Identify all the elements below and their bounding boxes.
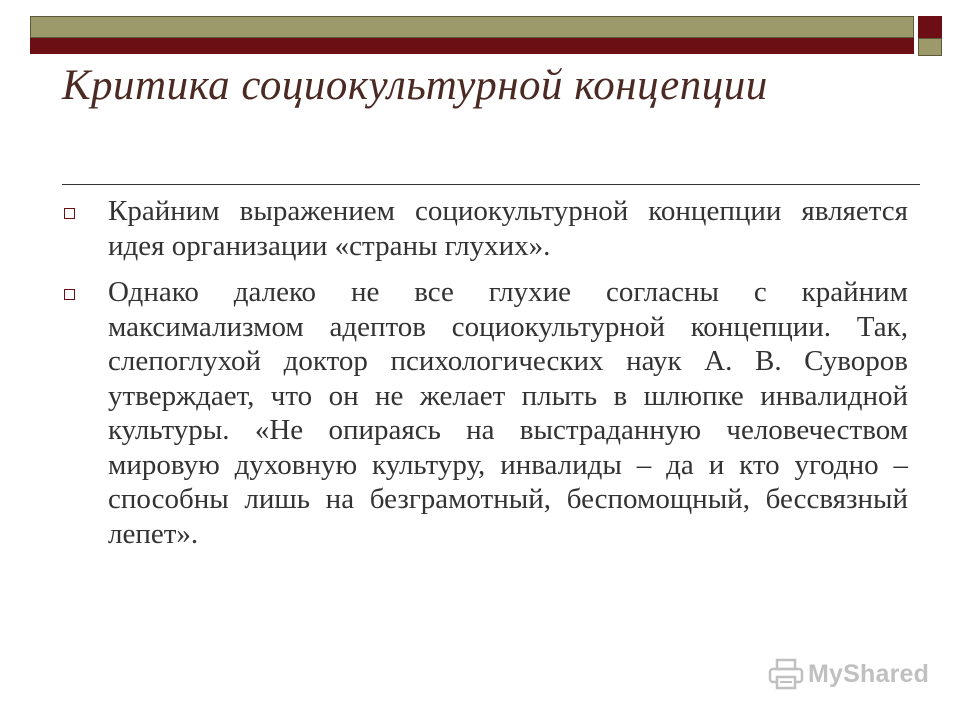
- header-olive-stripe: [30, 16, 914, 38]
- bullet-text: Однако далеко не все глухие согласны с крайним максимализмом адептов социокультурной концепции. Так, слепоглухой доктор психологических наук А. В. Суворов утверждает, что он не желает плыть в шлюпке инвалидной культуры. «Не опираясь на выстраданную человечеством мировую духовную культуру, инвалиды – да и кто угодно – способны лишь на безграмотный, беспомощный, бессвязный лепет».: [108, 276, 908, 550]
- printer-icon: [768, 658, 804, 690]
- corner-block-top: [918, 16, 942, 38]
- corner-block-bottom: [918, 38, 942, 56]
- bullet-text: Крайним выражением социокультурной концепции является идея организации «страны глухих».: [108, 195, 908, 262]
- bullet-item: [62, 194, 908, 263]
- slide-title: Критика социокультурной концепции: [62, 62, 768, 109]
- square-bullet-icon: [64, 289, 75, 300]
- header-decoration-bar: [30, 16, 914, 54]
- square-bullet-icon: [64, 208, 75, 219]
- watermark-text: MyShared: [808, 659, 930, 688]
- bullet-list: [62, 194, 908, 563]
- title-divider: [62, 184, 920, 185]
- bullet-item: [62, 275, 908, 551]
- watermark: [768, 656, 929, 692]
